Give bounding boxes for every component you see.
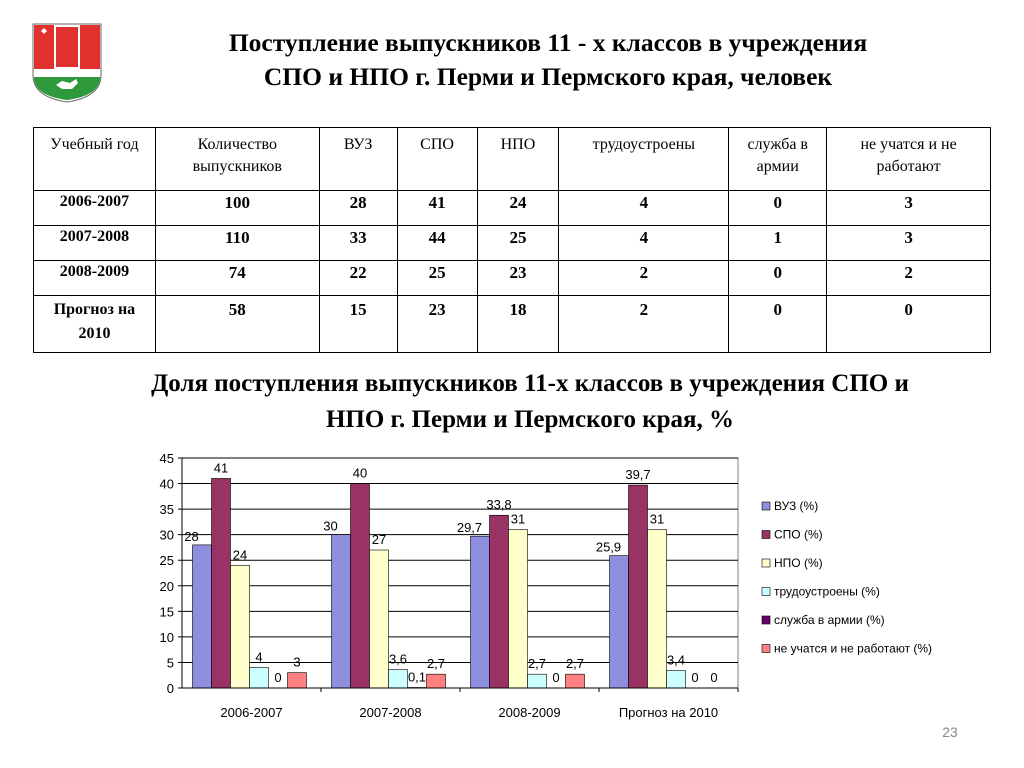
legend-swatch	[762, 559, 770, 567]
table-cell: 28	[319, 191, 397, 226]
y-tick-label: 5	[166, 655, 174, 671]
header-cell: НПО	[477, 128, 559, 191]
bar	[231, 565, 250, 688]
page-title	[118, 26, 978, 94]
table-cell: 18	[477, 296, 559, 353]
header-cell: служба в армии	[729, 128, 827, 191]
table-cell: 22	[319, 261, 397, 296]
y-tick-label: 10	[159, 629, 174, 645]
bar	[427, 674, 446, 688]
bar	[332, 535, 351, 688]
y-tick-label: 0	[166, 681, 174, 696]
header-cell: трудоустроены	[559, 128, 729, 191]
header-cell: не учатся и не работают	[827, 128, 991, 191]
data-label: 2,7	[426, 656, 446, 672]
data-label: 28	[184, 528, 199, 544]
bar	[250, 668, 269, 688]
table-cell: 24	[477, 191, 559, 226]
table-cell: 33	[319, 226, 397, 261]
y-tick-label: 25	[159, 553, 174, 569]
page-title-line1: Поступление выпускников 11 - х классов в учреждения	[228, 28, 868, 57]
table-cell: 15	[319, 296, 397, 353]
legend-label: служба в армии (%)	[774, 613, 885, 627]
x-tick-label: Прогноз на 2010	[618, 705, 719, 720]
table-cell: 25	[477, 226, 559, 261]
x-tick-label: 2006-2007	[220, 705, 283, 720]
data-label: 24	[232, 547, 248, 563]
chart-title-line2: НПО г. Перми и Пермского края, %	[325, 406, 735, 433]
bar	[566, 674, 585, 688]
table-cell: 25	[397, 261, 477, 296]
table-row	[34, 226, 991, 261]
y-tick-label: 15	[159, 604, 174, 620]
data-label: 4	[255, 649, 263, 665]
table-cell: 2	[559, 296, 729, 353]
bar	[509, 530, 528, 688]
table-header-row	[34, 128, 991, 191]
legend-swatch	[762, 588, 770, 596]
bar	[490, 515, 509, 688]
table-cell: 4	[559, 191, 729, 226]
data-label: 3,4	[666, 652, 686, 668]
data-label: 0	[552, 670, 560, 685]
y-tick-label: 20	[159, 578, 174, 594]
y-tick-label: 45	[159, 451, 174, 466]
bar	[193, 545, 212, 688]
bar	[389, 670, 408, 688]
table-row	[34, 261, 991, 296]
bar	[288, 673, 307, 688]
table-cell: 2	[559, 261, 729, 296]
bar	[629, 485, 648, 688]
data-label: 0	[710, 670, 718, 685]
data-label: 30	[323, 518, 338, 534]
table-cell: 74	[155, 261, 319, 296]
table-cell: 0	[729, 296, 827, 353]
table-cell: 1	[729, 226, 827, 261]
table-cell: 0	[729, 191, 827, 226]
graduates-table	[33, 127, 991, 353]
data-label: 25,9	[595, 539, 622, 555]
page-title-line2: СПО и НПО г. Перми и Пермского края, человек	[263, 62, 833, 91]
data-label: 0,1	[407, 669, 427, 685]
table-cell: 23	[397, 296, 477, 353]
data-label: 29,7	[456, 520, 483, 536]
chart-title-line1: Доля поступления выпускников 11-х классов в учреждения СПО и	[151, 370, 909, 397]
bar	[471, 536, 490, 688]
table-cell: 3	[827, 191, 991, 226]
table-cell: 2008-2009	[34, 261, 156, 296]
data-label: 2,7	[527, 656, 547, 672]
table-cell: 0	[827, 296, 991, 353]
table-row	[34, 191, 991, 226]
page-number: 23	[942, 724, 958, 740]
table-cell: 2	[827, 261, 991, 296]
header-cell: СПО	[397, 128, 477, 191]
table-cell: 0	[729, 261, 827, 296]
data-label: 0	[274, 670, 282, 685]
data-label: 40	[352, 465, 368, 481]
bar	[610, 556, 629, 688]
bar	[370, 550, 389, 688]
table-cell: 41	[397, 191, 477, 226]
bar	[351, 484, 370, 688]
header-cell: Учебный год	[34, 128, 156, 191]
bar	[528, 674, 547, 688]
data-label: 3	[293, 654, 301, 670]
data-label: 33,8	[486, 497, 512, 513]
x-tick-label: 2008-2009	[498, 705, 561, 720]
table-cell: 3	[827, 226, 991, 261]
legend-swatch	[762, 531, 770, 539]
table-cell: 58	[155, 296, 319, 353]
legend-label: НПО (%)	[774, 556, 823, 570]
header-cell: Количество выпускников	[155, 128, 319, 191]
data-label: 31	[649, 511, 665, 527]
table-cell: 2007-2008	[34, 226, 156, 261]
table-cell: 100	[155, 191, 319, 226]
x-tick-label: 2007-2008	[359, 705, 422, 720]
y-tick-label: 30	[159, 527, 174, 543]
table-cell: 110	[155, 226, 319, 261]
table-cell: Прогноз на 2010	[34, 296, 156, 353]
bar	[648, 530, 667, 688]
legend-label: не учатся и не работают (%)	[774, 641, 933, 656]
data-label: 3,6	[388, 651, 408, 667]
table-cell: 23	[477, 261, 559, 296]
y-tick-label: 35	[159, 502, 174, 518]
data-label: 41	[213, 460, 229, 476]
data-label: 39,7	[625, 467, 651, 483]
legend-label: трудоустроены (%)	[774, 584, 880, 599]
legend-label: ВУЗ (%)	[774, 499, 819, 513]
header-cell: ВУЗ	[319, 128, 397, 191]
data-label: 27	[371, 532, 387, 547]
legend-label: СПО (%)	[774, 527, 823, 542]
data-label: 0	[691, 670, 699, 685]
legend-swatch	[762, 502, 770, 510]
table-cell: 2006-2007	[34, 191, 156, 226]
bar	[667, 671, 686, 688]
legend-swatch	[762, 616, 770, 624]
table-cell: 44	[397, 226, 477, 261]
table-cell: 4	[559, 226, 729, 261]
y-tick-label: 40	[159, 476, 174, 492]
bar	[212, 478, 231, 688]
share-bar-chart	[140, 448, 980, 728]
legend-swatch	[762, 645, 770, 653]
table-row	[34, 296, 991, 353]
data-label: 2,7	[565, 656, 585, 672]
data-label: 31	[510, 511, 526, 527]
chart-title	[60, 366, 1000, 438]
coat-of-arms-logo	[32, 23, 102, 103]
